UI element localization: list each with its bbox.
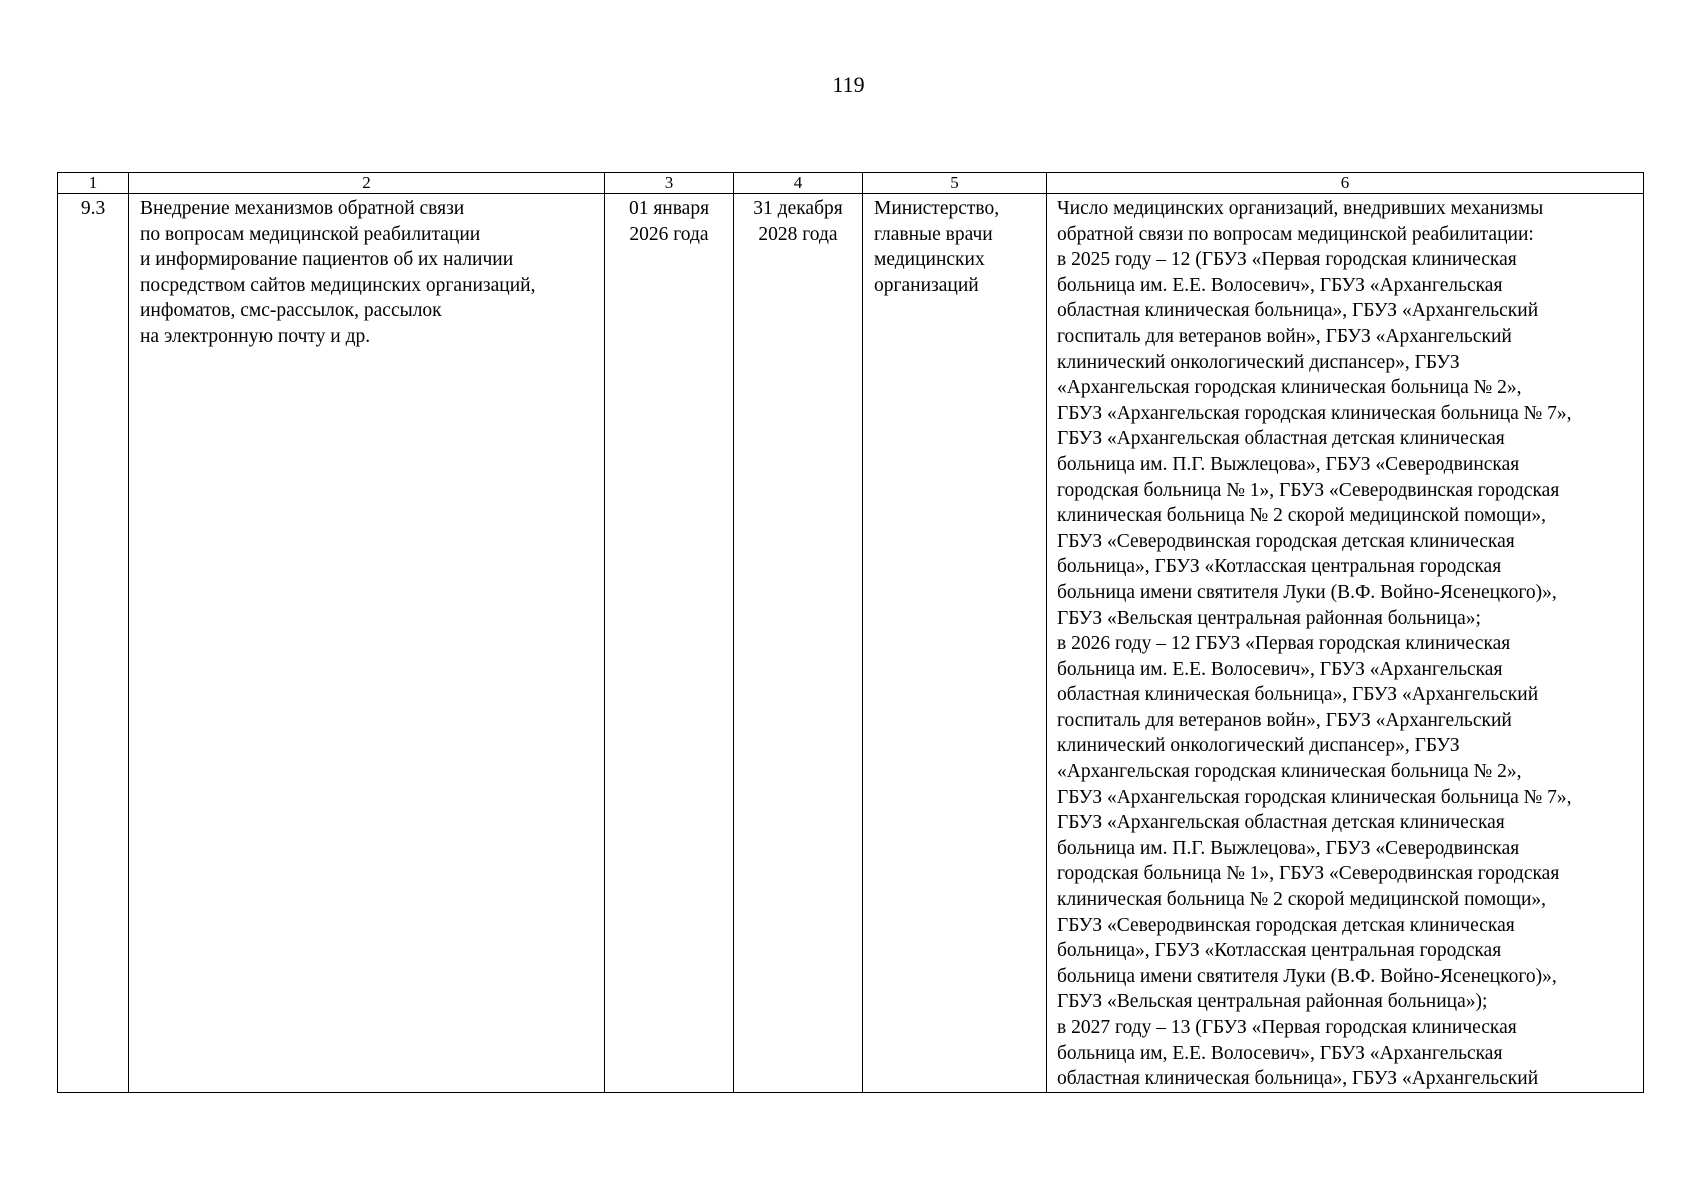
indicator-line: городская больница № 1», ГБУЗ «Северодвинская городская [1057, 863, 1560, 885]
indicator-line: клинический онкологический диспансер», ГБУЗ [1057, 735, 1460, 757]
indicator-line: ГБУЗ «Северодвинская городская детская клиническая [1057, 530, 1515, 552]
indicator-line: больница им. П.Г. Выжлецова», ГБУЗ «Северодвинская [1057, 453, 1520, 475]
indicator-line: обратной связи по вопросам медицинской реабилитации: [1057, 223, 1534, 245]
indicator-line: больница имени святителя Луки (В.Ф. Войно-Ясенецкого)», [1057, 581, 1557, 603]
indicator-line: ГБУЗ «Архангельская областная детская клиническая [1057, 812, 1505, 834]
header-cell: 3 [605, 173, 734, 194]
indicator-line: «Архангельская городская клиническая больница № 2», [1057, 377, 1522, 399]
indicator-line: клинический онкологический диспансер», ГБУЗ [1057, 351, 1460, 373]
header-cell: 6 [1047, 173, 1644, 194]
indicator-line: больница имени святителя Луки (В.Ф. Войно-Ясенецкого)», [1057, 965, 1557, 987]
page-number: 119 [832, 72, 865, 97]
indicator-line: в 2027 году – 13 (ГБУЗ «Первая городская клиническая [1057, 1017, 1517, 1038]
indicator-line: больница», ГБУЗ «Котласская центральная городская [1057, 940, 1502, 962]
indicator-line: больница им. Е.Е. Волосевич», ГБУЗ «Архангельская [1057, 658, 1503, 680]
indicator-line: городская больница № 1», ГБУЗ «Северодвинская городская [1057, 479, 1560, 501]
indicator-line: ГБУЗ «Архангельская городская клиническая больница № 7», [1057, 786, 1572, 808]
indicator-line: Число медицинских организаций, внедривших механизмы [1057, 198, 1544, 219]
description-line: Внедрение механизмов обратной связи [140, 198, 465, 219]
indicator-line: госпиталь для ветеранов войн», ГБУЗ «Архангельский [1057, 325, 1512, 347]
header-cell: 2 [129, 173, 605, 194]
document-table [57, 172, 1644, 1093]
indicator-line: ГБУЗ «Архангельская областная детская клиническая [1057, 428, 1505, 450]
indicator-line: больница», ГБУЗ «Котласская центральная городская [1057, 556, 1502, 578]
indicator-line: больница им. П.Г. Выжлецова», ГБУЗ «Северодвинская [1057, 837, 1520, 859]
start-date-line: 01 января [628, 198, 710, 219]
description-cell [129, 194, 605, 1093]
indicator-line: ГБУЗ «Архангельская городская клиническая больница № 7», [1057, 402, 1572, 424]
start-date-cell [605, 194, 734, 1093]
responsible-line: медицинских [874, 249, 985, 271]
indicator-line: госпиталь для ветеранов войн», ГБУЗ «Архангельский [1057, 709, 1512, 731]
indicator-line: ГБУЗ «Вельская центральная районная больница»; [1057, 607, 1481, 629]
row-number: 9.3 [80, 198, 106, 219]
header-cell: 1 [58, 173, 129, 194]
start-date-line: 2026 года [629, 223, 709, 245]
indicator-line: больница им. Е.Е. Волосевич», ГБУЗ «Архангельская [1057, 274, 1503, 296]
end-date-line: 2028 года [758, 223, 838, 245]
indicator-line: больница им, Е.Е. Волосевич», ГБУЗ «Архангельская [1057, 1042, 1503, 1064]
indicator-line: клиническая больница № 2 скорой медицинской помощи», [1057, 889, 1547, 911]
row-number-cell [58, 194, 129, 1093]
indicator-line: ГБУЗ «Северодвинская городская детская клиническая [1057, 914, 1515, 936]
table-header-row [58, 173, 1644, 194]
description-line: по вопросам медицинской реабилитации [140, 223, 481, 245]
description-line: на электронную почту и др. [140, 325, 371, 347]
indicator-cell [1047, 194, 1644, 1093]
indicator-line: в 2025 году – 12 (ГБУЗ «Первая городская клиническая [1057, 249, 1517, 271]
header-cell: 5 [863, 173, 1047, 194]
table-row [58, 194, 1644, 1093]
end-date-cell [734, 194, 863, 1093]
end-date-line: 31 декабря [753, 198, 843, 219]
responsible-line: организаций [874, 274, 979, 296]
indicator-line: областная клиническая больница», ГБУЗ «Архангельский [1057, 300, 1539, 322]
indicator-line: клиническая больница № 2 скорой медицинской помощи», [1057, 505, 1547, 527]
indicator-line: областная клиническая больница», ГБУЗ «Архангельский [1057, 1068, 1539, 1090]
responsible-line: Министерство, [874, 198, 1000, 219]
description-line: посредством сайтов медицинских организаций, [140, 274, 536, 296]
indicator-line: областная клиническая больница», ГБУЗ «Архангельский [1057, 684, 1539, 706]
header-cell: 4 [734, 173, 863, 194]
indicator-line: ГБУЗ «Вельская центральная районная больница»); [1057, 991, 1488, 1013]
responsible-cell [863, 194, 1047, 1093]
description-line: и информирование пациентов об их наличии [140, 249, 514, 271]
description-line: инфоматов, смс-рассылок, рассылок [140, 300, 442, 322]
indicator-line: в 2026 году – 12 ГБУЗ «Первая городская клиническая [1057, 633, 1511, 655]
responsible-line: главные врачи [874, 223, 993, 245]
indicator-line: «Архангельская городская клиническая больница № 2», [1057, 761, 1522, 783]
